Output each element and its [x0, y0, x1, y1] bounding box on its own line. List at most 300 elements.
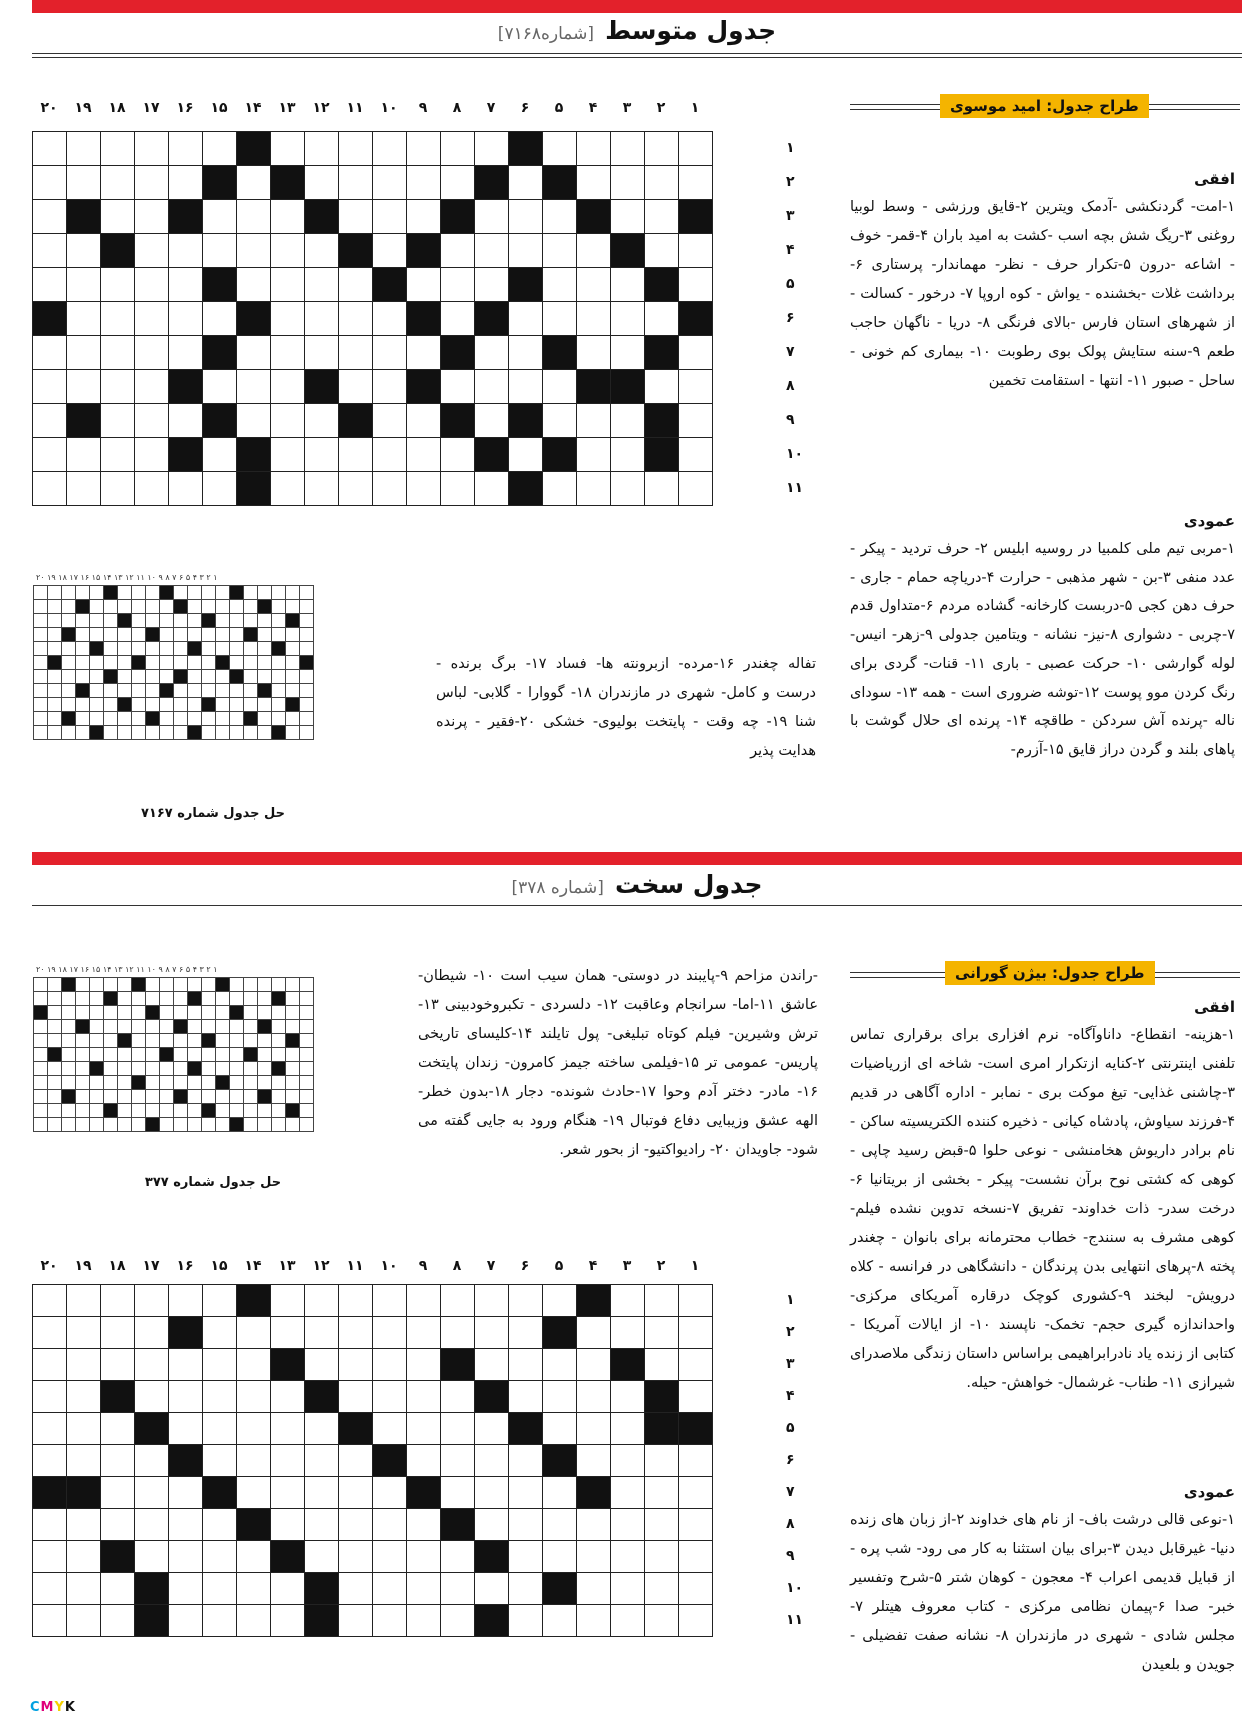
empty-cell[interactable]	[373, 1413, 407, 1445]
empty-cell[interactable]	[203, 302, 237, 336]
empty-cell[interactable]	[645, 200, 679, 234]
empty-cell[interactable]	[373, 404, 407, 438]
empty-cell[interactable]	[169, 1509, 203, 1541]
empty-cell[interactable]	[33, 1541, 67, 1573]
empty-cell[interactable]	[475, 1285, 509, 1317]
empty-cell[interactable]	[203, 1317, 237, 1349]
empty-cell[interactable]	[611, 132, 645, 166]
empty-cell[interactable]	[67, 1349, 101, 1381]
empty-cell[interactable]	[543, 268, 577, 302]
empty-cell[interactable]	[339, 1605, 373, 1637]
empty-cell[interactable]	[135, 268, 169, 302]
empty-cell[interactable]	[679, 370, 713, 404]
empty-cell[interactable]	[679, 1349, 713, 1381]
empty-cell[interactable]	[543, 200, 577, 234]
empty-cell[interactable]	[509, 1541, 543, 1573]
empty-cell[interactable]	[305, 1477, 339, 1509]
empty-cell[interactable]	[645, 1445, 679, 1477]
empty-cell[interactable]	[373, 1477, 407, 1509]
empty-cell[interactable]	[475, 1477, 509, 1509]
empty-cell[interactable]	[135, 302, 169, 336]
empty-cell[interactable]	[543, 472, 577, 506]
empty-cell[interactable]	[101, 1477, 135, 1509]
empty-cell[interactable]	[135, 1285, 169, 1317]
empty-cell[interactable]	[169, 1541, 203, 1573]
empty-cell[interactable]	[67, 1285, 101, 1317]
empty-cell[interactable]	[67, 370, 101, 404]
empty-cell[interactable]	[101, 1317, 135, 1349]
empty-cell[interactable]	[475, 1317, 509, 1349]
empty-cell[interactable]	[645, 1541, 679, 1573]
empty-cell[interactable]	[271, 268, 305, 302]
empty-cell[interactable]	[407, 1349, 441, 1381]
empty-cell[interactable]	[373, 1509, 407, 1541]
empty-cell[interactable]	[509, 1509, 543, 1541]
empty-cell[interactable]	[611, 1285, 645, 1317]
empty-cell[interactable]	[645, 302, 679, 336]
empty-cell[interactable]	[339, 166, 373, 200]
empty-cell[interactable]	[577, 1349, 611, 1381]
empty-cell[interactable]	[135, 370, 169, 404]
empty-cell[interactable]	[33, 1509, 67, 1541]
empty-cell[interactable]	[475, 234, 509, 268]
empty-cell[interactable]	[611, 1445, 645, 1477]
empty-cell[interactable]	[679, 404, 713, 438]
empty-cell[interactable]	[339, 336, 373, 370]
empty-cell[interactable]	[645, 472, 679, 506]
empty-cell[interactable]	[135, 1317, 169, 1349]
empty-cell[interactable]	[271, 336, 305, 370]
empty-cell[interactable]	[441, 1381, 475, 1413]
empty-cell[interactable]	[135, 132, 169, 166]
empty-cell[interactable]	[203, 200, 237, 234]
empty-cell[interactable]	[679, 336, 713, 370]
empty-cell[interactable]	[101, 1349, 135, 1381]
empty-cell[interactable]	[475, 1573, 509, 1605]
empty-cell[interactable]	[33, 1573, 67, 1605]
empty-cell[interactable]	[543, 1349, 577, 1381]
empty-cell[interactable]	[33, 1349, 67, 1381]
empty-cell[interactable]	[645, 1317, 679, 1349]
empty-cell[interactable]	[101, 1413, 135, 1445]
empty-cell[interactable]	[33, 1285, 67, 1317]
empty-cell[interactable]	[441, 1413, 475, 1445]
empty-cell[interactable]	[577, 1541, 611, 1573]
empty-cell[interactable]	[305, 234, 339, 268]
empty-cell[interactable]	[67, 1509, 101, 1541]
empty-cell[interactable]	[577, 1573, 611, 1605]
empty-cell[interactable]	[509, 166, 543, 200]
empty-cell[interactable]	[203, 472, 237, 506]
empty-cell[interactable]	[441, 1605, 475, 1637]
empty-cell[interactable]	[339, 472, 373, 506]
empty-cell[interactable]	[135, 1477, 169, 1509]
empty-cell[interactable]	[543, 1477, 577, 1509]
empty-cell[interactable]	[543, 370, 577, 404]
empty-cell[interactable]	[135, 1381, 169, 1413]
empty-cell[interactable]	[339, 1477, 373, 1509]
empty-cell[interactable]	[407, 1445, 441, 1477]
empty-cell[interactable]	[67, 1605, 101, 1637]
empty-cell[interactable]	[577, 1381, 611, 1413]
empty-cell[interactable]	[645, 166, 679, 200]
empty-cell[interactable]	[441, 166, 475, 200]
empty-cell[interactable]	[475, 268, 509, 302]
empty-cell[interactable]	[271, 1285, 305, 1317]
empty-cell[interactable]	[237, 1477, 271, 1509]
empty-cell[interactable]	[373, 302, 407, 336]
empty-cell[interactable]	[509, 1477, 543, 1509]
empty-cell[interactable]	[407, 1285, 441, 1317]
empty-cell[interactable]	[271, 472, 305, 506]
empty-cell[interactable]	[135, 336, 169, 370]
empty-cell[interactable]	[509, 1381, 543, 1413]
empty-cell[interactable]	[543, 1509, 577, 1541]
empty-cell[interactable]	[67, 1445, 101, 1477]
empty-cell[interactable]	[203, 1509, 237, 1541]
empty-cell[interactable]	[611, 166, 645, 200]
empty-cell[interactable]	[645, 1509, 679, 1541]
empty-cell[interactable]	[407, 200, 441, 234]
empty-cell[interactable]	[475, 1349, 509, 1381]
empty-cell[interactable]	[135, 1349, 169, 1381]
empty-cell[interactable]	[611, 200, 645, 234]
empty-cell[interactable]	[33, 370, 67, 404]
empty-cell[interactable]	[33, 200, 67, 234]
empty-cell[interactable]	[475, 1445, 509, 1477]
empty-cell[interactable]	[543, 1285, 577, 1317]
empty-cell[interactable]	[441, 370, 475, 404]
empty-cell[interactable]	[101, 268, 135, 302]
empty-cell[interactable]	[407, 166, 441, 200]
empty-cell[interactable]	[679, 438, 713, 472]
empty-cell[interactable]	[67, 1541, 101, 1573]
empty-cell[interactable]	[101, 438, 135, 472]
empty-cell[interactable]	[135, 200, 169, 234]
empty-cell[interactable]	[679, 472, 713, 506]
empty-cell[interactable]	[373, 336, 407, 370]
empty-cell[interactable]	[339, 1573, 373, 1605]
empty-cell[interactable]	[441, 268, 475, 302]
empty-cell[interactable]	[339, 132, 373, 166]
empty-cell[interactable]	[441, 132, 475, 166]
empty-cell[interactable]	[203, 234, 237, 268]
empty-cell[interactable]	[135, 1445, 169, 1477]
empty-cell[interactable]	[67, 302, 101, 336]
empty-cell[interactable]	[407, 404, 441, 438]
empty-cell[interactable]	[645, 1573, 679, 1605]
empty-cell[interactable]	[271, 1317, 305, 1349]
empty-cell[interactable]	[305, 302, 339, 336]
empty-cell[interactable]	[577, 472, 611, 506]
empty-cell[interactable]	[67, 1413, 101, 1445]
empty-cell[interactable]	[679, 1381, 713, 1413]
empty-cell[interactable]	[339, 1285, 373, 1317]
empty-cell[interactable]	[33, 1445, 67, 1477]
empty-cell[interactable]	[645, 370, 679, 404]
empty-cell[interactable]	[305, 1285, 339, 1317]
empty-cell[interactable]	[679, 1285, 713, 1317]
empty-cell[interactable]	[271, 302, 305, 336]
empty-cell[interactable]	[271, 1413, 305, 1445]
empty-cell[interactable]	[305, 268, 339, 302]
empty-cell[interactable]	[611, 438, 645, 472]
empty-cell[interactable]	[237, 1605, 271, 1637]
empty-cell[interactable]	[679, 1477, 713, 1509]
empty-cell[interactable]	[339, 1349, 373, 1381]
empty-cell[interactable]	[373, 132, 407, 166]
empty-cell[interactable]	[679, 234, 713, 268]
empty-cell[interactable]	[339, 1509, 373, 1541]
empty-cell[interactable]	[203, 1541, 237, 1573]
empty-cell[interactable]	[407, 1317, 441, 1349]
empty-cell[interactable]	[509, 200, 543, 234]
empty-cell[interactable]	[407, 1381, 441, 1413]
empty-cell[interactable]	[407, 1573, 441, 1605]
empty-cell[interactable]	[101, 336, 135, 370]
empty-cell[interactable]	[33, 1413, 67, 1445]
empty-cell[interactable]	[373, 1285, 407, 1317]
empty-cell[interactable]	[203, 438, 237, 472]
empty-cell[interactable]	[679, 166, 713, 200]
empty-cell[interactable]	[611, 302, 645, 336]
empty-cell[interactable]	[169, 1285, 203, 1317]
empty-cell[interactable]	[203, 1349, 237, 1381]
empty-cell[interactable]	[135, 1541, 169, 1573]
empty-cell[interactable]	[237, 1317, 271, 1349]
empty-cell[interactable]	[169, 302, 203, 336]
empty-cell[interactable]	[441, 1477, 475, 1509]
empty-cell[interactable]	[611, 336, 645, 370]
empty-cell[interactable]	[577, 438, 611, 472]
empty-cell[interactable]	[271, 200, 305, 234]
empty-cell[interactable]	[203, 1445, 237, 1477]
empty-cell[interactable]	[407, 336, 441, 370]
empty-cell[interactable]	[509, 438, 543, 472]
empty-cell[interactable]	[237, 166, 271, 200]
empty-cell[interactable]	[577, 166, 611, 200]
empty-cell[interactable]	[373, 1573, 407, 1605]
empty-cell[interactable]	[33, 404, 67, 438]
empty-cell[interactable]	[33, 234, 67, 268]
empty-cell[interactable]	[679, 1509, 713, 1541]
empty-cell[interactable]	[611, 1477, 645, 1509]
empty-cell[interactable]	[305, 166, 339, 200]
empty-cell[interactable]	[475, 200, 509, 234]
empty-cell[interactable]	[645, 1285, 679, 1317]
empty-cell[interactable]	[475, 132, 509, 166]
empty-cell[interactable]	[271, 438, 305, 472]
empty-cell[interactable]	[271, 1573, 305, 1605]
empty-cell[interactable]	[407, 472, 441, 506]
empty-cell[interactable]	[67, 1317, 101, 1349]
empty-cell[interactable]	[305, 1541, 339, 1573]
empty-cell[interactable]	[339, 370, 373, 404]
empty-cell[interactable]	[135, 234, 169, 268]
empty-cell[interactable]	[611, 1573, 645, 1605]
empty-cell[interactable]	[611, 1605, 645, 1637]
empty-cell[interactable]	[339, 438, 373, 472]
empty-cell[interactable]	[169, 1381, 203, 1413]
empty-cell[interactable]	[271, 404, 305, 438]
empty-cell[interactable]	[33, 336, 67, 370]
empty-cell[interactable]	[101, 302, 135, 336]
empty-cell[interactable]	[475, 1413, 509, 1445]
empty-cell[interactable]	[101, 200, 135, 234]
empty-cell[interactable]	[237, 404, 271, 438]
empty-cell[interactable]	[645, 132, 679, 166]
empty-cell[interactable]	[475, 404, 509, 438]
empty-cell[interactable]	[305, 1445, 339, 1477]
empty-cell[interactable]	[33, 268, 67, 302]
empty-cell[interactable]	[237, 1413, 271, 1445]
empty-cell[interactable]	[237, 1381, 271, 1413]
empty-cell[interactable]	[679, 1317, 713, 1349]
empty-cell[interactable]	[577, 234, 611, 268]
empty-cell[interactable]	[577, 302, 611, 336]
empty-cell[interactable]	[577, 1445, 611, 1477]
empty-cell[interactable]	[441, 1541, 475, 1573]
empty-cell[interactable]	[611, 1317, 645, 1349]
empty-cell[interactable]	[203, 370, 237, 404]
empty-cell[interactable]	[203, 1285, 237, 1317]
empty-cell[interactable]	[441, 234, 475, 268]
empty-cell[interactable]	[169, 472, 203, 506]
empty-cell[interactable]	[611, 1541, 645, 1573]
empty-cell[interactable]	[509, 1445, 543, 1477]
empty-cell[interactable]	[305, 132, 339, 166]
empty-cell[interactable]	[67, 234, 101, 268]
empty-cell[interactable]	[203, 1413, 237, 1445]
empty-cell[interactable]	[611, 1413, 645, 1445]
empty-cell[interactable]	[373, 1381, 407, 1413]
empty-cell[interactable]	[101, 1445, 135, 1477]
empty-cell[interactable]	[373, 1349, 407, 1381]
empty-cell[interactable]	[169, 234, 203, 268]
empty-cell[interactable]	[509, 302, 543, 336]
empty-cell[interactable]	[169, 404, 203, 438]
empty-cell[interactable]	[271, 234, 305, 268]
empty-cell[interactable]	[441, 1317, 475, 1349]
empty-cell[interactable]	[407, 1605, 441, 1637]
empty-cell[interactable]	[407, 1413, 441, 1445]
empty-cell[interactable]	[577, 1317, 611, 1349]
empty-cell[interactable]	[679, 1445, 713, 1477]
empty-cell[interactable]	[679, 1573, 713, 1605]
empty-cell[interactable]	[373, 200, 407, 234]
empty-cell[interactable]	[475, 472, 509, 506]
empty-cell[interactable]	[577, 1605, 611, 1637]
empty-cell[interactable]	[305, 1509, 339, 1541]
empty-cell[interactable]	[441, 1285, 475, 1317]
empty-cell[interactable]	[339, 1541, 373, 1573]
empty-cell[interactable]	[373, 1605, 407, 1637]
empty-cell[interactable]	[679, 132, 713, 166]
empty-cell[interactable]	[237, 1573, 271, 1605]
empty-cell[interactable]	[441, 1573, 475, 1605]
empty-cell[interactable]	[509, 336, 543, 370]
empty-cell[interactable]	[169, 336, 203, 370]
empty-cell[interactable]	[373, 370, 407, 404]
empty-cell[interactable]	[543, 302, 577, 336]
empty-cell[interactable]	[67, 1573, 101, 1605]
empty-cell[interactable]	[67, 438, 101, 472]
empty-cell[interactable]	[101, 1605, 135, 1637]
empty-cell[interactable]	[543, 1541, 577, 1573]
empty-cell[interactable]	[645, 1477, 679, 1509]
empty-cell[interactable]	[169, 1477, 203, 1509]
empty-cell[interactable]	[135, 472, 169, 506]
empty-cell[interactable]	[237, 234, 271, 268]
empty-cell[interactable]	[577, 336, 611, 370]
empty-cell[interactable]	[407, 268, 441, 302]
empty-cell[interactable]	[407, 132, 441, 166]
empty-cell[interactable]	[373, 1541, 407, 1573]
empty-cell[interactable]	[577, 1413, 611, 1445]
empty-cell[interactable]	[135, 438, 169, 472]
empty-cell[interactable]	[101, 472, 135, 506]
empty-cell[interactable]	[33, 1317, 67, 1349]
empty-cell[interactable]	[577, 1509, 611, 1541]
empty-cell[interactable]	[271, 1509, 305, 1541]
empty-cell[interactable]	[271, 370, 305, 404]
empty-cell[interactable]	[169, 1413, 203, 1445]
empty-cell[interactable]	[441, 1445, 475, 1477]
empty-cell[interactable]	[305, 472, 339, 506]
empty-cell[interactable]	[543, 1605, 577, 1637]
empty-cell[interactable]	[339, 1445, 373, 1477]
empty-cell[interactable]	[373, 234, 407, 268]
empty-cell[interactable]	[33, 1381, 67, 1413]
empty-cell[interactable]	[679, 1541, 713, 1573]
empty-cell[interactable]	[339, 1381, 373, 1413]
empty-cell[interactable]	[577, 268, 611, 302]
empty-cell[interactable]	[441, 472, 475, 506]
empty-cell[interactable]	[543, 404, 577, 438]
empty-cell[interactable]	[203, 1381, 237, 1413]
empty-cell[interactable]	[237, 268, 271, 302]
empty-cell[interactable]	[305, 1413, 339, 1445]
empty-cell[interactable]	[543, 132, 577, 166]
empty-cell[interactable]	[101, 166, 135, 200]
empty-cell[interactable]	[509, 1573, 543, 1605]
empty-cell[interactable]	[135, 1509, 169, 1541]
empty-cell[interactable]	[305, 336, 339, 370]
empty-cell[interactable]	[101, 370, 135, 404]
empty-cell[interactable]	[577, 132, 611, 166]
empty-cell[interactable]	[305, 438, 339, 472]
empty-cell[interactable]	[407, 1541, 441, 1573]
empty-cell[interactable]	[407, 1509, 441, 1541]
empty-cell[interactable]	[101, 1509, 135, 1541]
empty-cell[interactable]	[509, 1285, 543, 1317]
empty-cell[interactable]	[101, 1285, 135, 1317]
empty-cell[interactable]	[237, 200, 271, 234]
empty-cell[interactable]	[67, 166, 101, 200]
empty-cell[interactable]	[679, 268, 713, 302]
empty-cell[interactable]	[611, 404, 645, 438]
empty-cell[interactable]	[441, 438, 475, 472]
empty-cell[interactable]	[67, 472, 101, 506]
empty-cell[interactable]	[679, 1605, 713, 1637]
empty-cell[interactable]	[203, 1605, 237, 1637]
empty-cell[interactable]	[237, 1349, 271, 1381]
empty-cell[interactable]	[169, 132, 203, 166]
empty-cell[interactable]	[509, 1605, 543, 1637]
empty-cell[interactable]	[543, 234, 577, 268]
empty-cell[interactable]	[271, 1605, 305, 1637]
empty-cell[interactable]	[237, 1541, 271, 1573]
